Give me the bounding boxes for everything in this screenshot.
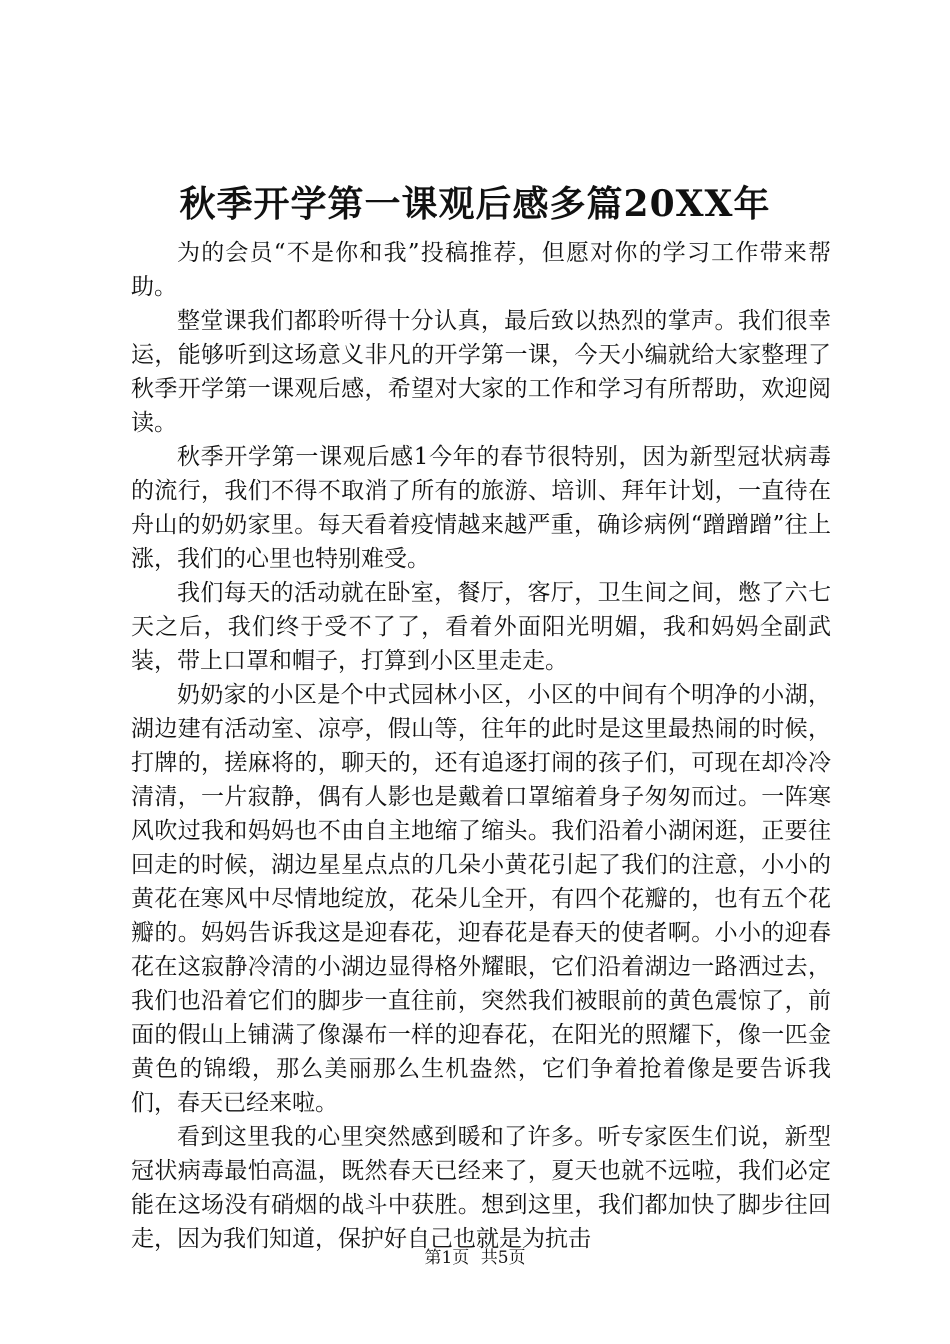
- document-body: [131, 236, 831, 1256]
- paragraph: 整堂课我们都聆听得十分认真，最后致以热烈的掌声。我们很幸运，能够听到这场意义非凡的开学第一课，今天小编就给大家整理了秋季开学第一课观后感，希望对大家的工作和学习有所帮助，欢迎阅读。: [131, 308, 831, 436]
- page-total: 共5页: [480, 1248, 526, 1268]
- paragraph: 奶奶家的小区是个中式园林小区，小区的中间有个明净的小湖，湖边建有活动室、凉亭，假山等，往年的此时是这里最热闹的时候，打牌的，搓麻将的，聊天的，还有追逐打闹的孩子们，可现在却冷冷清清，一片寂静，偶有人影也是戴着口罩缩着身子匆匆而过。一阵寒风吹过我和妈妈也不由自主地缩了缩头。我们沿着小湖闲逛，正要往回走的时候，湖边星星点点的几朵小黄花引起了我们的注意，小小的黄花在寒风中尽情地绽放，花朵儿全开，有四个花瓣的，也有五个花瓣的。妈妈告诉我这是迎春花，迎春花是春天的使者啊。小小的迎春花在这寂静冷清的小湖边显得格外耀眼，它们沿着湖边一路洒过去，我们也沿着它们的脚步一直往前，突然我们被眼前的黄色震惊了，前面的假山上铺满了像瀑布一样的迎春花，在阳光的照耀下，像一匹金黄色的锦缎，那么美丽那么生机盎然，它们争着抢着像是要告诉我们，春天已经来啦。: [131, 682, 831, 1116]
- paragraph: 我们每天的活动就在卧室，餐厅，客厅，卫生间之间，憋了六七天之后，我们终于受不了了，看着外面阳光明媚，我和妈妈全副武装，带上口罩和帽子，打算到小区里走走。: [131, 580, 831, 674]
- page-number: 第1页: [424, 1248, 470, 1268]
- page-footer: [0, 1246, 950, 1270]
- document-title: 秋季开学第一课观后感多篇20XX年: [179, 183, 771, 226]
- paragraph: 看到这里我的心里突然感到暖和了许多。听专家医生们说，新型冠状病毒最怕高温，既然春天已经来了，夏天也就不远啦，我们必定能在这场没有硝烟的战斗中获胜。想到这里，我们都加快了脚步往回走，因为我们知道，保护好自己也就是为抗击: [131, 1124, 831, 1252]
- paragraph: 为的会员“不是你和我”投稿推荐，但愿对你的学习工作带来帮助。: [131, 240, 831, 300]
- paragraph: 秋季开学第一课观后感1今年的春节很特别，因为新型冠状病毒的流行，我们不得不取消了所有的旅游、培训、拜年计划，一直待在舟山的奶奶家里。每天看着疫情越来越严重，确诊病例“蹭蹭蹭”往上涨，我们的心里也特别难受。: [131, 444, 831, 572]
